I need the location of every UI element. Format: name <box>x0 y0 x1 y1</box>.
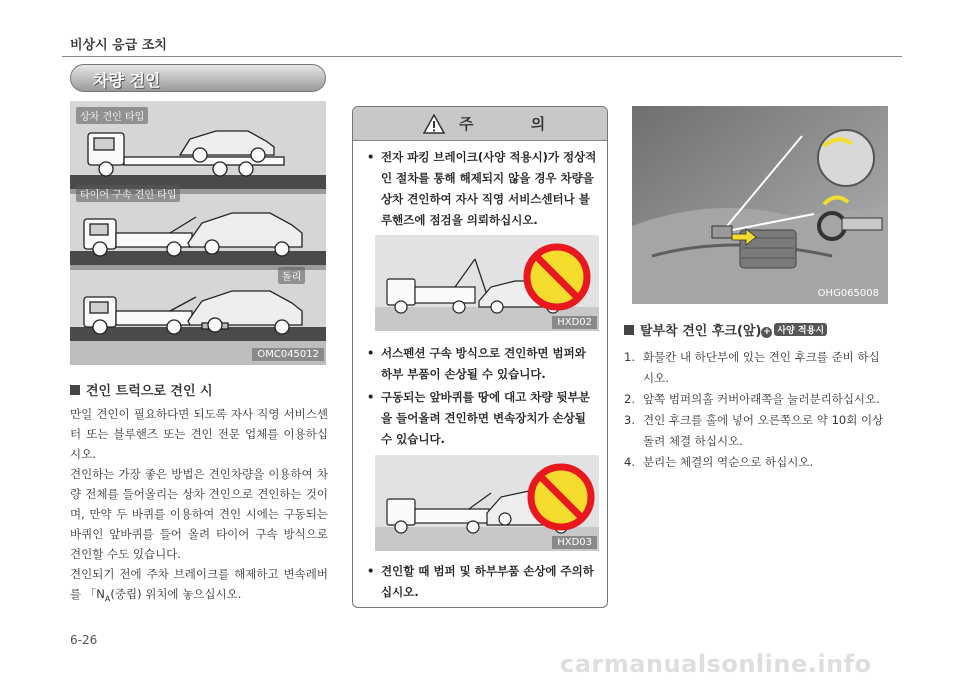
option-badge: 사양 적용시 <box>774 323 827 336</box>
towing-types-illustration <box>70 101 326 365</box>
list-item: 1. 화물칸 내 하단부에 있는 견인 후크를 준비 하십시오. <box>624 350 880 385</box>
caution-title: 주 의 <box>459 115 572 133</box>
paragraph: 만일 견인이 필요하다면 되도록 자사 직영 서비스센터 또는 블루핸즈 또는 견인 전문 업체를 이용하십시오. <box>70 407 328 461</box>
caution-bullet: • 전자 파킹 브레이크(사양 적용시)가 정상적인 절차를 통해 해제되지 않을 경우 차량을 상차 견인하여 자사 직영 서비스센터나 블루핸즈에 점검을 의뢰하십시오. <box>367 150 597 227</box>
tow-truck-body <box>70 404 328 609</box>
paragraph: 견인하는 가장 좋은 방법은 견인차량을 이용하여 차량 전체를 들어올리는 상차 견인으로 견인하는 것이며, 만약 두 바퀴를 이용하여 견인 시에는 구동되는 바퀴인 앞바퀴를 들어 올려 타이어 구속 방식으로 견인할 수도 있습니다. <box>70 467 328 561</box>
warning-triangle-icon <box>423 114 445 134</box>
list-item: 3. 견인 후크를 홀에 넣어 오른쪽으로 약 10회 이상 돌려 체결 하십시오. <box>624 413 884 448</box>
figure-code: HXD02 <box>552 316 597 329</box>
section-title: 차량 견인 <box>93 71 161 90</box>
hook-steps <box>624 347 886 473</box>
caution-bullet: • 구동되는 앞바퀴를 땅에 대고 차량 뒷부분을 들어올려 견인하면 변속장치가 손상될 수 있습니다. <box>367 390 590 446</box>
label-wheel-lift-type: 타이어 구속 견인 타입 <box>76 185 180 202</box>
figure-code: OMC045012 <box>252 348 324 361</box>
caution-bullet: • 서스펜션 구속 방식으로 견인하면 범퍼와 하부 부품이 손상될 수 있습니다. <box>367 346 586 381</box>
watermark: carmanualsonline.info <box>560 650 872 678</box>
square-bullet-icon <box>70 385 80 395</box>
paragraph-gear: 견인되기 전에 주차 브레이크를 해제하고 변속레버를 「$N_A$(중립) 위치에 놓으십시오. <box>70 567 328 604</box>
caution-box <box>352 106 608 608</box>
label-flatbed-type: 상차 견인 타입 <box>76 107 148 124</box>
caution-header <box>353 107 607 141</box>
label-dolly: 돌리 <box>278 267 305 284</box>
caution-bullet: • 견인할 때 범퍼 및 하부부품 손상에 주의하십시오. <box>367 564 594 599</box>
front-hook-heading: 탈부착 견인 후크(앞) + 사양 적용시 <box>624 320 827 339</box>
tow-hook-illustration <box>632 106 888 304</box>
option-plus-icon: + <box>763 327 771 337</box>
header-divider <box>62 56 902 57</box>
figure-code: OHG065008 <box>817 288 879 299</box>
section-title-pill <box>70 64 326 92</box>
tow-hook-figure <box>632 106 888 304</box>
list-item: 4. 분리는 체결의 역순으로 하십시오. <box>624 455 814 469</box>
suspension-tow-figure <box>375 235 599 331</box>
towing-types-figure <box>70 101 326 365</box>
figure-code: HXD03 <box>552 536 597 549</box>
chapter-title: 비상시 응급 조치 <box>70 38 167 53</box>
rear-lift-tow-figure <box>375 455 599 551</box>
list-item: 2. 앞쪽 범퍼의홀 커버아래쪽을 눌러분리하십시오. <box>624 392 880 406</box>
tow-truck-heading: 견인 트럭으로 견인 시 <box>70 380 213 399</box>
page-number: 6-26 <box>70 633 98 647</box>
square-bullet-icon <box>624 325 634 335</box>
